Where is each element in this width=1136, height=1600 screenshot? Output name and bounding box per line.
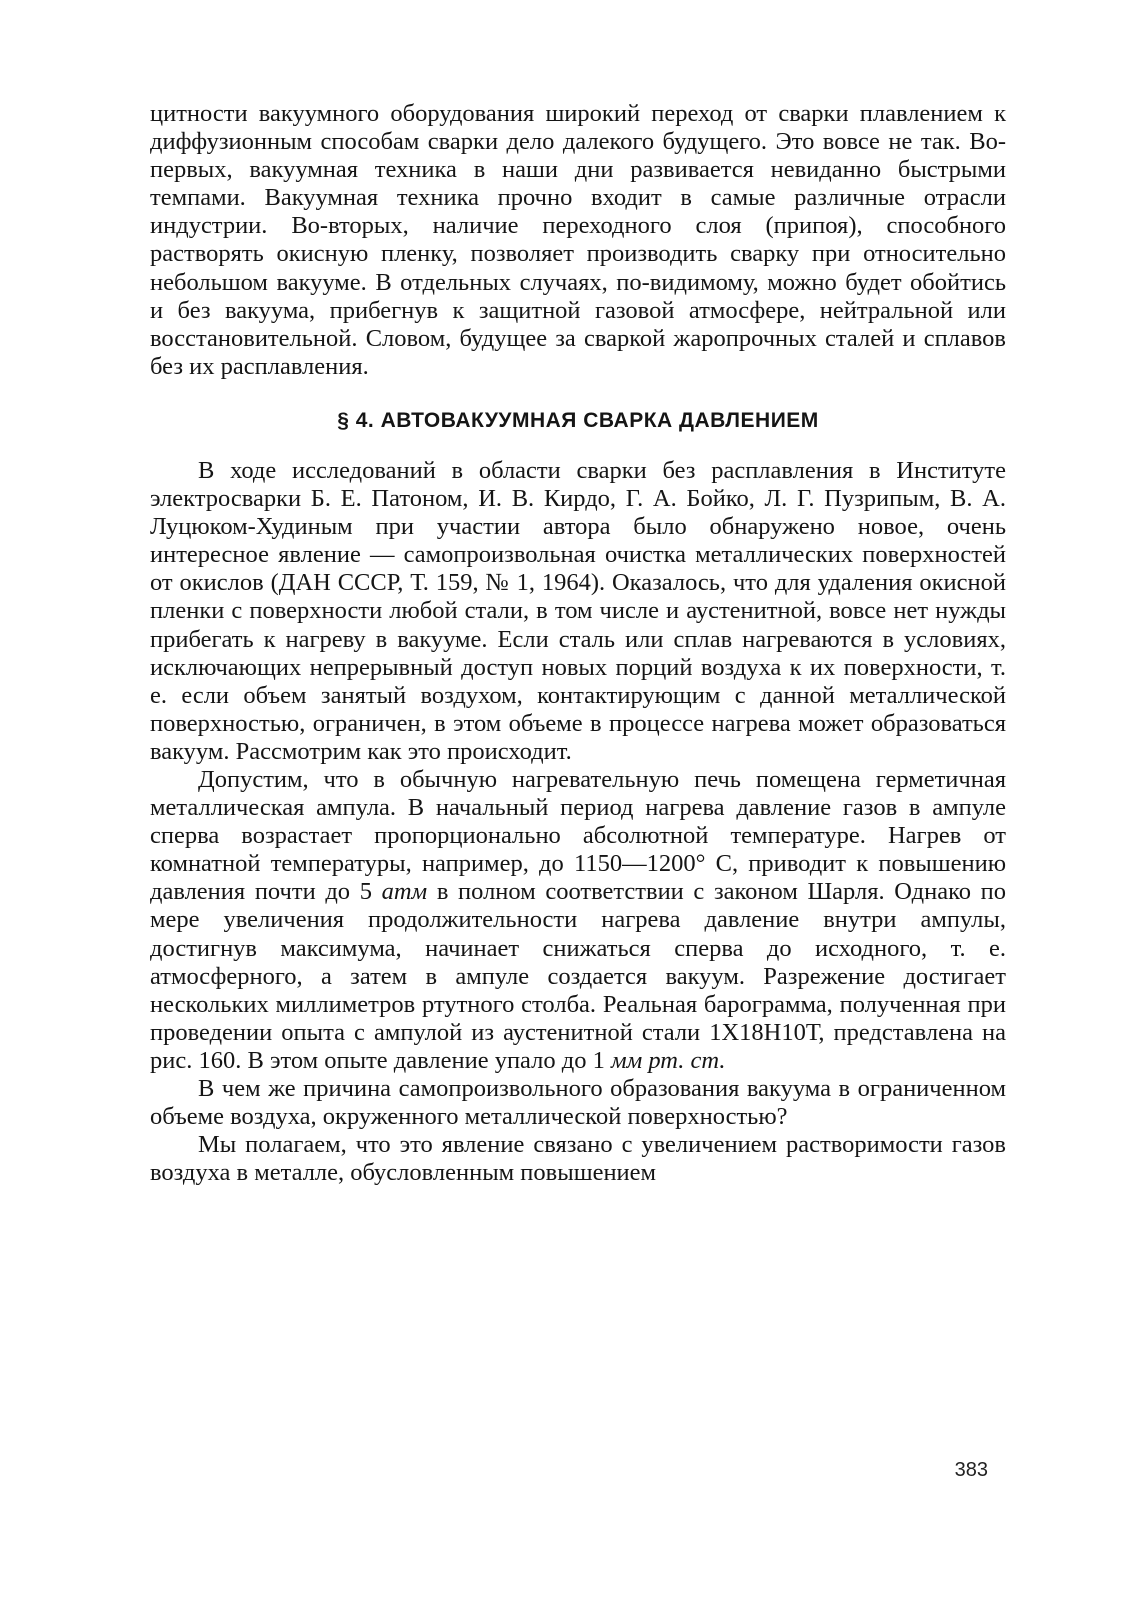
paragraph-with-units	[150, 766, 1006, 1075]
page-number: 383	[954, 1459, 988, 1481]
unit-mm-hg: мм рт. ст.	[610, 1046, 726, 1074]
text-column	[150, 100, 1006, 1187]
section-heading: § 4. АВТОВАКУУМНАЯ СВАРКА ДАВЛЕНИЕМ	[337, 408, 819, 432]
unit-atm: атм	[381, 878, 428, 906]
paragraph-text-part: в полном соответствии с законом Шарля. Однако по мере увеличения продолжительности нагрева давление внутри ампулы, достигнув максимума, начинает снижаться сперва до исходного, т. е. атмосферного, а затем в ампуле создается вакуум. Разрежение достигает нескольких миллиметров ртутного столба. Реальная барограмма, полученная при проведении опыта с ампулой из аустенитной стали 1Х18Н10Т, представлена на рис. 160. В этом опыте давление упало до 1	[150, 878, 1006, 1074]
paragraph: Мы полагаем, что это явление связано с увеличением растворимости газов воздуха в металле, обусловленным повышением	[150, 1131, 1006, 1187]
paragraph: В ходе исследований в области сварки без расплавления в Институте электросварки Б. Е. Патоном, И. В. Кирдо, Г. А. Бойко, Л. Г. Пузрипым, В. А. Луцюком-Худиным при участии автора было обнаружено новое, очень интересное явление — самопроизвольная очистка металлических поверхностей от окислов (ДАН СССР, Т. 159, № 1, 1964). Оказалось, что для удаления окисной пленки с поверхности любой стали, в том числе и аустенитной, вовсе нет нужды прибегать к нагреву в вакууме. Если сталь или сплав нагреваются в условиях, исключающих непрерывный доступ новых порций воздуха к их поверхности, т. е. если объем занятый воздухом, контактирующим с данной металлической поверхностью, ограничен, в этом объеме в процессе нагрева может образоваться вакуум. Рассмотрим как это происходит.	[150, 456, 1006, 765]
paragraph-text-part: Допустим, что в обычную нагревательную печь помещена герметичная металлическая ампула. В начальный период нагрева давление газов в ампуле сперва возрастает пропорционально абсолютной температуре. Нагрев от комнатной температуры, например, до 1150—1200° С, приводит к повышению давления почти до 5	[150, 765, 1006, 906]
paragraph-continued: цитности вакуумного оборудования широкий переход от сварки плавлением к диффузионным способам сварки дело далекого будущего. Это вовсе не так. Во-первых, вакуумная техника в наши дни развивается невиданно быстрыми темпами. Вакуумная техника прочно входит в самые различные отрасли индустрии. Во-вторых, наличие переходного слоя (припоя), способного растворять окисную пленку, позволяет производить сварку при относительно небольшом вакууме. В отдельных случаях, по-видимому, можно будет обойтись и без вакуума, прибегнув к защитной газовой атмосфере, нейтральной или восстановительной. Словом, будущее за сваркой жаропрочных сталей и сплавов без их расплавления.	[150, 100, 1006, 380]
paragraph: В чем же причина самопроизвольного образования вакуума в ограниченном объеме воздуха, окруженного металлической поверхностью?	[150, 1075, 1006, 1131]
